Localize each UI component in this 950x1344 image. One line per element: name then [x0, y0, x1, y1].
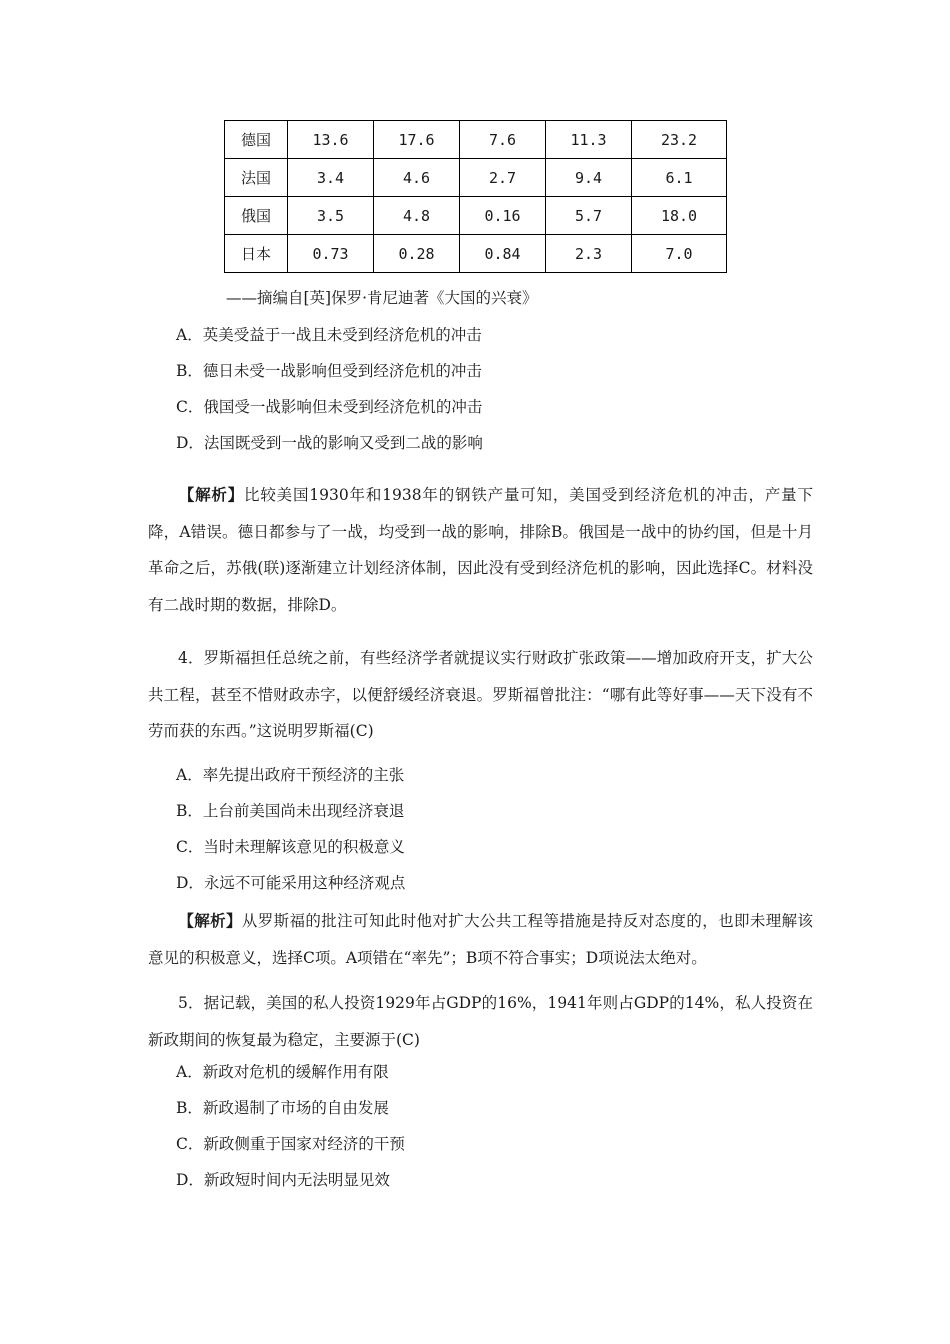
q5-option-c: C．新政侧重于国家对经济的干预: [176, 1135, 405, 1153]
q4-option-a: A．率先提出政府干预经济的主张: [176, 766, 405, 784]
value-cell: 0.28: [374, 235, 460, 273]
value-cell: 17.6: [374, 121, 460, 159]
table-source: ——摘编自[英]保罗·肯尼迪著《大国的兴衰》: [226, 289, 538, 307]
q5-option-a: A．新政对危机的缓解作用有限: [176, 1063, 389, 1081]
value-cell: 4.6: [374, 159, 460, 197]
table-row: [225, 159, 727, 197]
q3-option-b: B．德日未受一战影响但受到经济危机的冲击: [176, 362, 482, 380]
value-cell: 0.16: [460, 197, 546, 235]
value-cell: 3.5: [288, 197, 374, 235]
q3-option-d: D．法国既受到一战的影响又受到二战的影响: [176, 434, 483, 452]
q3-option-a: A．英美受益于一战且未受到经济危机的冲击: [176, 326, 482, 344]
q5-option-b: B．新政遏制了市场的自由发展: [176, 1099, 389, 1117]
country-cell: 法国: [225, 159, 288, 197]
value-cell: 2.3: [546, 235, 632, 273]
table-row: [225, 121, 727, 159]
value-cell: 23.2: [632, 121, 727, 159]
value-cell: 0.84: [460, 235, 546, 273]
q5-option-d: D．新政短时间内无法明显见效: [176, 1171, 390, 1189]
country-cell: 日本: [225, 235, 288, 273]
value-cell: 11.3: [546, 121, 632, 159]
table-row: [225, 197, 727, 235]
q3-option-c: C．俄国受一战影响但未受到经济危机的冲击: [176, 398, 483, 416]
value-cell: 13.6: [288, 121, 374, 159]
table-row: [225, 235, 727, 273]
steel-output-table: [224, 120, 727, 273]
q4-option-d: D．永远不可能采用这种经济观点: [176, 874, 406, 892]
value-cell: 18.0: [632, 197, 727, 235]
value-cell: 4.8: [374, 197, 460, 235]
value-cell: 6.1: [632, 159, 727, 197]
q4-stem: [148, 640, 813, 750]
value-cell: 3.4: [288, 159, 374, 197]
value-cell: 5.7: [546, 197, 632, 235]
q4-stem-text: 4．罗斯福担任总统之前，有些经济学者就提议实行财政扩张政策——增加政府开支，扩大公共工程，甚至不惜财政赤字，以便舒缓经济衰退。罗斯福曾批注：“哪有此等好事——天下没有不劳而获的东西。”这说明罗斯福(C): [148, 649, 813, 740]
q3-analysis: [148, 477, 813, 623]
q3-analysis-text: 比较美国1930年和1938年的钢铁产量可知，美国受到经济危机的冲击，产量下降，A错误。德日都参与了一战，均受到一战的影响，排除B。俄国是一战中的协约国，但是十月革命之后，苏俄(联)逐渐建立计划经济体制，因此没有受到经济危机的影响，因此选择C。材料没有二战时期的数据，排除D。: [148, 486, 813, 614]
q3-analysis-label: 【解析】: [178, 485, 245, 504]
value-cell: 7.6: [460, 121, 546, 159]
q5-stem: [148, 985, 813, 1058]
q4-analysis-text: 从罗斯福的批注可知此时他对扩大公共工程等措施是持反对态度的，也即未理解该意见的积极意义，选择C项。A项错在“率先”；B项不符合事实；D项说法太绝对。: [148, 912, 813, 967]
value-cell: 2.7: [460, 159, 546, 197]
value-cell: 0.73: [288, 235, 374, 273]
q4-analysis-label: 【解析】: [178, 911, 242, 930]
value-cell: 9.4: [546, 159, 632, 197]
q4-option-c: C．当时未理解该意见的积极意义: [176, 838, 405, 856]
q4-analysis: [148, 903, 813, 976]
value-cell: 7.0: [632, 235, 727, 273]
q4-option-b: B．上台前美国尚未出现经济衰退: [176, 802, 405, 820]
q5-stem-text: 5．据记载，美国的私人投资1929年占GDP的16%，1941年则占GDP的14%，私人投资在新政期间的恢复最为稳定，主要源于(C): [148, 994, 813, 1049]
country-cell: 俄国: [225, 197, 288, 235]
country-cell: 德国: [225, 121, 288, 159]
